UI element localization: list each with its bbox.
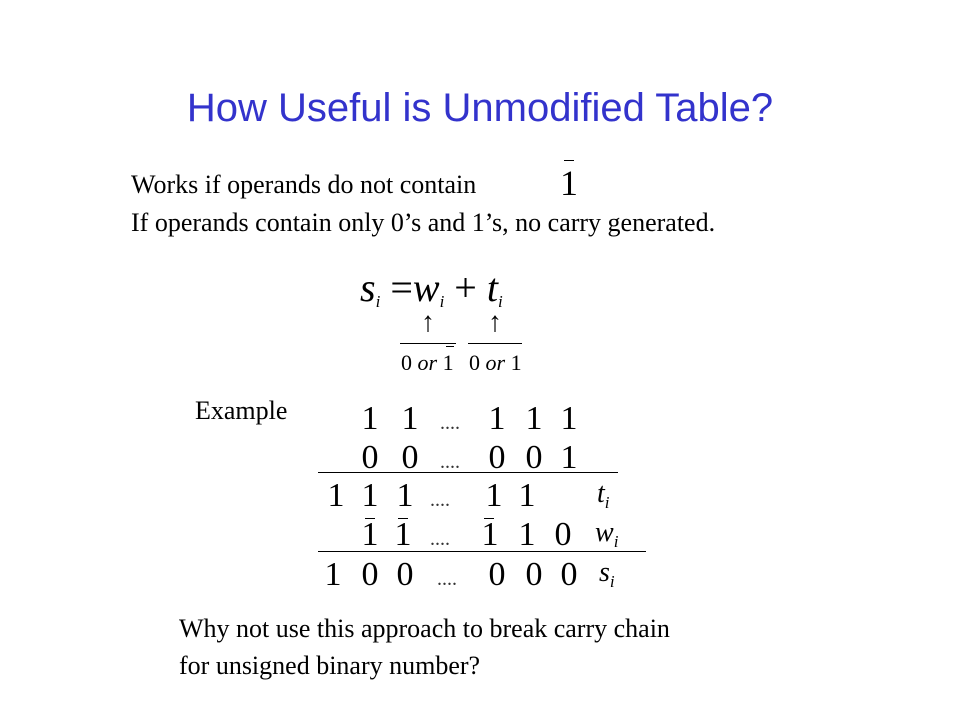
choice-right-one: 1 <box>510 350 522 375</box>
formula-w-sub: i <box>439 292 445 311</box>
w-i-label <box>595 517 618 552</box>
row2-digit: 0 <box>361 439 379 476</box>
w-sub: i <box>613 532 619 551</box>
negation-bar <box>564 160 574 161</box>
sum-rule-2 <box>318 551 646 552</box>
row5-digit: 1 <box>324 556 342 593</box>
formula-equals: = <box>390 265 413 310</box>
row2-ellipsis: .... <box>440 451 460 473</box>
row4-ellipsis: .... <box>430 528 450 550</box>
formula-t-sub: i <box>497 292 503 311</box>
row4-digit: 1 <box>481 516 499 553</box>
row1-digit: 1 <box>361 400 379 437</box>
s-sub: i <box>609 572 615 591</box>
choice-left-or: or <box>417 350 438 375</box>
row5-digit: 0 <box>525 556 543 593</box>
formula-s: s <box>360 265 376 310</box>
choice-left-zero: 0 <box>401 350 412 375</box>
intro-line-1: Works if operands do not contain <box>131 170 477 199</box>
t-sub: i <box>604 493 610 512</box>
w-letter: w <box>595 517 614 548</box>
sum-rule-1 <box>318 472 618 473</box>
up-arrow-icon: ↑ <box>421 307 435 338</box>
row2-digit: 1 <box>560 439 578 476</box>
intro-negative-one-digit: 1 <box>560 163 578 203</box>
t-letter: t <box>597 478 605 509</box>
choice-left-one: 1 <box>442 350 454 375</box>
formula-w: w <box>412 265 440 310</box>
row1-digit: 1 <box>525 400 543 437</box>
row4-digit: 0 <box>554 516 572 553</box>
choice-right-zero: 0 <box>469 350 480 375</box>
row5-digit: 0 <box>488 556 506 593</box>
row3-digit: 1 <box>396 477 414 514</box>
choice-right <box>469 350 522 376</box>
s-letter: s <box>599 557 610 588</box>
row1-digit: 1 <box>401 400 419 437</box>
up-arrow-icon: ↑ <box>488 307 502 338</box>
example-label: Example <box>195 396 288 425</box>
slide-title: How Useful is Unmodified Table? <box>186 86 774 130</box>
s-i-label <box>599 557 615 592</box>
row4-digit: 1 <box>361 516 379 553</box>
choice-rule-right <box>468 343 522 344</box>
row1-ellipsis: .... <box>440 412 460 434</box>
question-line-2: for unsigned binary number? <box>179 651 481 680</box>
row4-digit: 1 <box>518 516 536 553</box>
choice-left <box>401 350 454 376</box>
row1-digit: 1 <box>560 400 578 437</box>
row3-digit: 1 <box>361 477 379 514</box>
row1-digit: 1 <box>488 400 506 437</box>
question-line-1: Why not use this approach to break carry chain <box>179 614 670 643</box>
formula <box>360 264 503 312</box>
intro-line-2: If operands contain only 0’s and 1’s, no carry generated. <box>131 208 716 237</box>
row2-digit: 0 <box>488 439 506 476</box>
row3-digit: 1 <box>518 477 536 514</box>
row5-digit: 0 <box>361 556 379 593</box>
formula-t: t <box>486 265 498 310</box>
row3-ellipsis: .... <box>430 489 450 511</box>
row5-digit: 0 <box>560 556 578 593</box>
choice-right-or: or <box>485 350 506 375</box>
row3-digit: 1 <box>485 477 503 514</box>
negation-bar <box>446 346 454 347</box>
row5-ellipsis: .... <box>437 568 457 590</box>
row2-digit: 0 <box>525 439 543 476</box>
row4-digit: 1 <box>394 516 412 553</box>
row2-digit: 0 <box>401 439 419 476</box>
formula-plus: + <box>454 265 477 310</box>
formula-s-sub: i <box>375 292 381 311</box>
row3-digit: 1 <box>327 477 345 514</box>
t-i-label <box>597 478 610 513</box>
choice-rule-left <box>400 343 456 344</box>
row5-digit: 0 <box>396 556 414 593</box>
